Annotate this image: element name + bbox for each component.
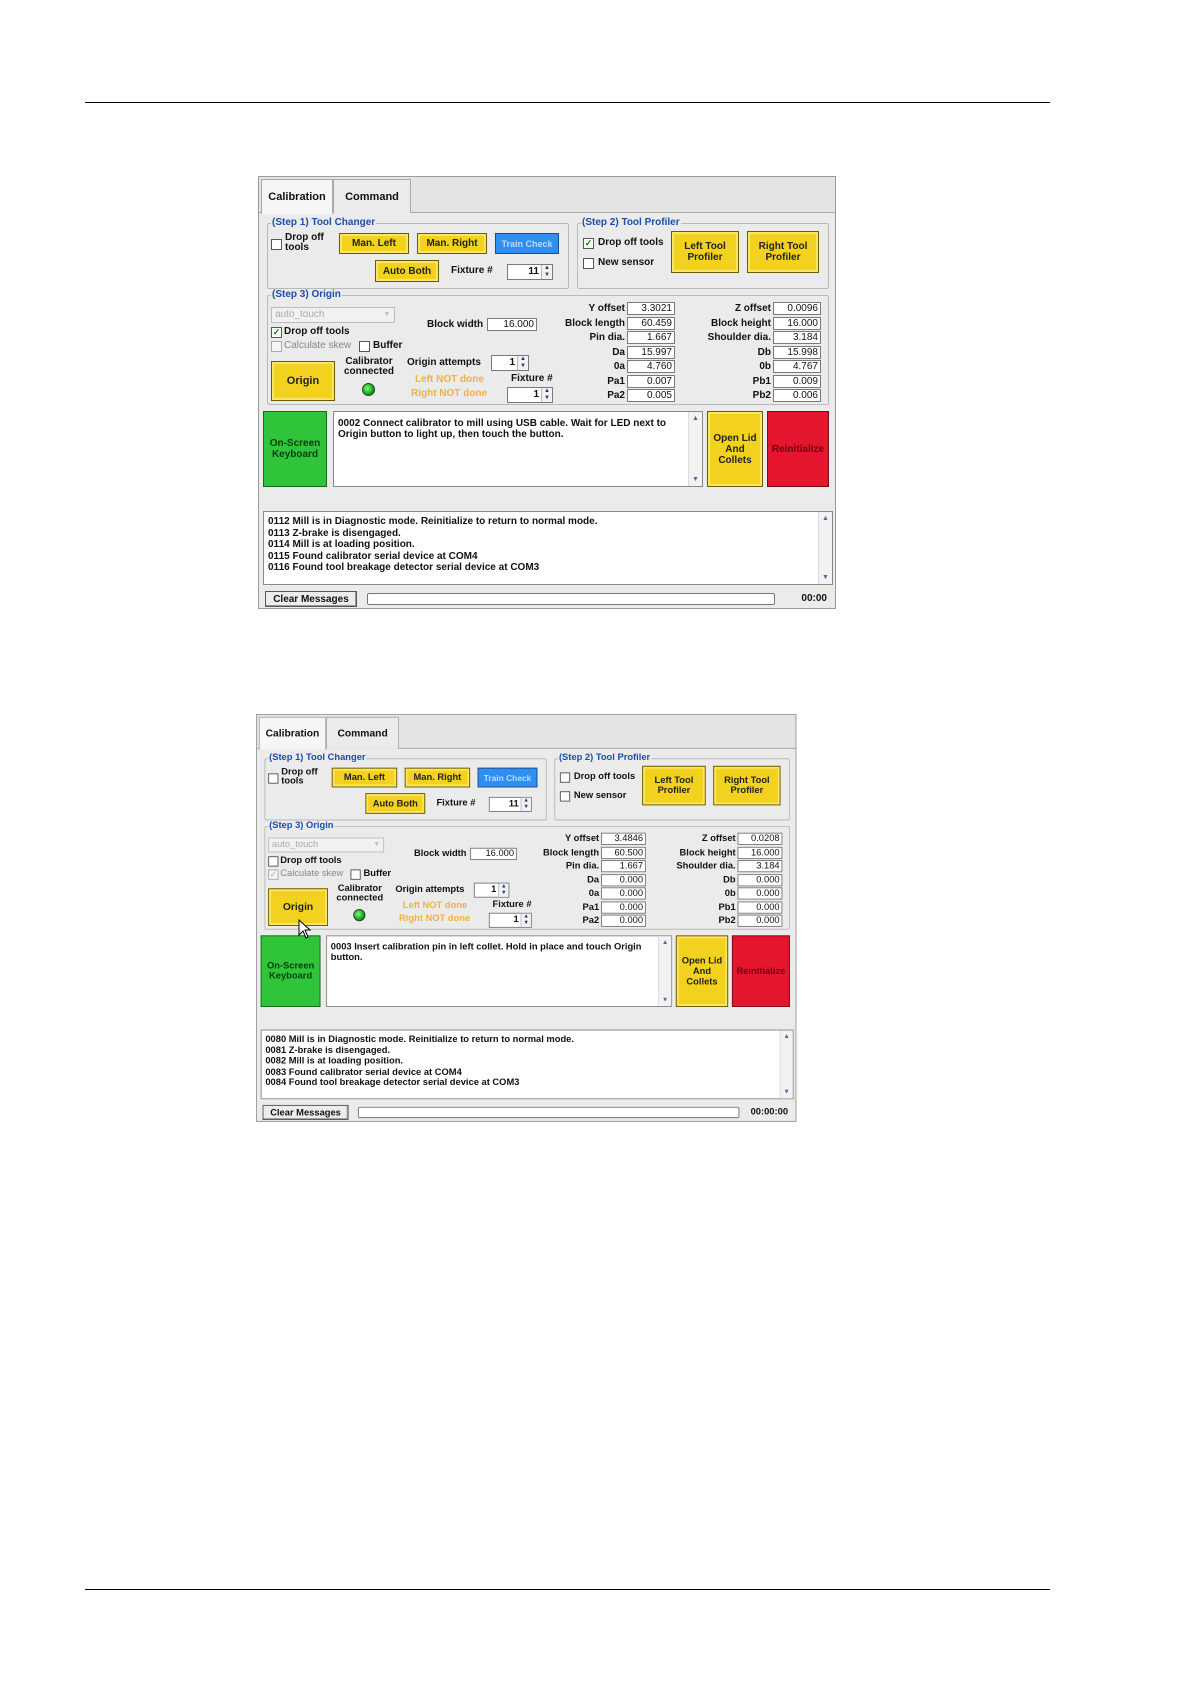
values-left-column <box>537 834 647 928</box>
value-field[interactable]: 0.007 <box>627 375 675 388</box>
calculate-skew-label: Calculate skew <box>284 340 352 351</box>
value-label: Pa1 <box>582 901 600 913</box>
left-tool-profiler-button[interactable]: Left Tool Profiler <box>642 766 706 806</box>
train-check-button[interactable]: Train Check <box>478 768 538 788</box>
right-not-done-status: Right NOT done <box>411 388 488 399</box>
value-field[interactable]: 16.000 <box>738 846 783 858</box>
log-line: 0113 Z-brake is disengaged. <box>268 527 401 539</box>
log-line: 0083 Found calibrator serial device at COM4 <box>265 1066 462 1078</box>
value-label: Da <box>587 874 600 885</box>
step3-fixture-label: Fixture # <box>492 899 532 910</box>
spinner-arrows-icon[interactable]: ▲ ▼ <box>521 798 531 811</box>
log-line: 0112 Mill is in Diagnostic mode. Reinitialize to return to normal mode. <box>268 516 598 527</box>
value-field[interactable]: 0.000 <box>601 915 646 927</box>
value-field[interactable]: 0.000 <box>601 874 646 886</box>
elapsed-timer: 00:00:00 <box>750 1106 789 1118</box>
step1-drop-off-checkbox[interactable] <box>271 239 282 250</box>
step1-fixture-label: Fixture # <box>451 265 493 276</box>
step3-drop-off-checkbox[interactable] <box>268 856 278 866</box>
value-label: Z offset <box>701 833 736 844</box>
step1-drop-off-label: Drop off tools <box>281 766 318 787</box>
new-sensor-checkbox[interactable] <box>583 258 594 269</box>
spinner-arrows-icon[interactable]: ▲ ▼ <box>521 914 531 927</box>
value-field[interactable]: 1.667 <box>601 860 646 872</box>
instruction-box <box>326 935 672 1007</box>
step3-title: (Step 3) Origin <box>272 289 341 300</box>
chevron-down-icon: ▼ <box>373 841 380 848</box>
log-line: 0084 Found tool breakage detector serial device at COM3 <box>265 1077 520 1088</box>
origin-button[interactable]: Origin <box>268 888 328 926</box>
block-width-field[interactable]: 16.000 <box>470 848 517 860</box>
open-lid-and-collets-button[interactable]: Open Lid And Collets <box>707 411 763 487</box>
tab-bar <box>259 177 835 213</box>
page-footer-rule <box>85 1589 1050 1590</box>
buffer-checkbox[interactable] <box>359 341 370 352</box>
spinner-arrows-icon[interactable]: ▲ ▼ <box>541 388 552 402</box>
origin-mode-value: auto_touch <box>271 839 319 850</box>
right-tool-profiler-button[interactable]: Right Tool Profiler <box>713 766 780 806</box>
value-field[interactable]: 0.000 <box>738 915 783 927</box>
step3-fixture-label: Fixture # <box>511 373 553 384</box>
on-screen-keyboard-button[interactable]: On-Screen Keyboard <box>261 935 321 1007</box>
value-field[interactable]: 3.184 <box>773 331 821 344</box>
value-label: Pin dia. <box>589 332 625 343</box>
value-label: Pb1 <box>718 901 736 913</box>
value-field[interactable]: 0.0096 <box>773 302 821 315</box>
value-label: Da <box>612 346 625 358</box>
value-field[interactable]: 0.005 <box>627 389 675 402</box>
tab-calibration[interactable]: Calibration <box>259 717 326 750</box>
step3-title: (Step 3) Origin <box>269 820 334 831</box>
value-label: Db <box>723 874 736 885</box>
value-field[interactable]: 1.667 <box>627 331 675 344</box>
calibrator-connected-label: Calibrator connected <box>343 356 394 377</box>
tab-bar <box>257 715 796 749</box>
log-scrollbar[interactable] <box>818 512 832 584</box>
origin-attempts-value: 1 <box>509 357 515 368</box>
step1-title: (Step 1) Tool Changer <box>269 752 366 763</box>
block-width-label: Block width <box>414 848 467 860</box>
scroll-down-icon[interactable]: ▼ <box>661 996 669 1004</box>
calibration-window <box>256 714 796 1122</box>
step1-drop-off-checkbox[interactable] <box>268 773 278 783</box>
block-width-label: Block width <box>427 319 484 330</box>
value-label: Z offset <box>734 303 771 314</box>
value-label: Y offset <box>588 303 625 314</box>
progress-bar <box>367 593 775 605</box>
spinner-arrows-icon[interactable]: ▲ ▼ <box>541 265 552 279</box>
log-line: 0080 Mill is in Diagnostic mode. Reinitialize to return to normal mode. <box>265 1034 574 1045</box>
log-scrollbar[interactable] <box>780 1031 793 1099</box>
value-field[interactable]: 15.997 <box>627 346 675 359</box>
new-sensor-label: New sensor <box>573 790 627 801</box>
value-label: Pb2 <box>752 390 771 401</box>
value-label: Pa2 <box>607 390 625 401</box>
value-label: Block height <box>679 847 736 858</box>
step2-drop-off-label: Drop off tools <box>598 237 664 248</box>
man-right-button[interactable]: Man. Right <box>405 768 470 788</box>
calibrator-connected-label: Calibrator connected <box>336 883 384 904</box>
buffer-checkbox[interactable] <box>350 869 360 879</box>
value-label: Pa2 <box>582 915 600 926</box>
value-field[interactable]: 4.760 <box>627 360 675 373</box>
value-label: 0a <box>588 888 600 899</box>
instruction-text: 0002 Connect calibrator to mill using USB cable. Wait for LED next to Origin button to light up, then touch the button. <box>338 418 667 440</box>
step1-fixture-label: Fixture # <box>436 797 476 809</box>
value-label: Pb1 <box>752 375 771 387</box>
value-label: 0a <box>613 361 625 372</box>
value-label: Block height <box>710 317 771 329</box>
reinitialize-button[interactable]: Reinitialize <box>767 411 829 487</box>
value-label: Block length <box>543 847 600 858</box>
train-check-button[interactable]: Train Check <box>495 233 559 254</box>
origin-mode-select[interactable] <box>271 307 395 323</box>
right-not-done-status: Right NOT done <box>399 913 471 925</box>
step3-fixture-value: 1 <box>513 914 519 926</box>
tab-command[interactable]: Command <box>333 179 411 213</box>
origin-attempts-spinner[interactable] <box>491 355 529 371</box>
man-right-button[interactable]: Man. Right <box>417 233 487 254</box>
scroll-down-icon[interactable]: ▼ <box>783 1088 790 1096</box>
clear-messages-button[interactable]: Clear Messages <box>265 591 357 607</box>
step2-drop-off-checkbox[interactable]: ✓ <box>584 238 593 248</box>
value-label: 0b <box>724 888 736 899</box>
step1-fixture-value: 11 <box>508 798 519 810</box>
instruction-scrollbar[interactable] <box>658 936 671 1006</box>
value-field[interactable]: 60.500 <box>601 846 646 858</box>
step3-fixture-value: 1 <box>533 389 539 400</box>
scroll-up-icon[interactable]: ▲ <box>783 1033 790 1040</box>
left-not-done-status: Left NOT done <box>402 900 468 911</box>
man-left-button[interactable]: Man. Left <box>332 768 397 788</box>
origin-attempts-value: 1 <box>491 884 497 895</box>
value-label: Pa1 <box>607 375 625 387</box>
calibrator-led-icon <box>353 909 365 921</box>
origin-mode-value: auto_touch <box>275 309 325 320</box>
step1-fixture-spinner[interactable] <box>507 264 553 280</box>
origin-attempts-spinner[interactable] <box>474 883 510 898</box>
origin-mode-select[interactable] <box>268 837 384 852</box>
origin-button[interactable]: Origin <box>271 361 335 401</box>
calculate-skew-label: Calculate skew <box>280 868 344 879</box>
step1-drop-off-label: Drop off tools <box>285 232 324 253</box>
message-log <box>261 1030 794 1100</box>
value-field[interactable]: 0.000 <box>601 887 646 899</box>
step3-fixture-spinner[interactable] <box>507 387 553 403</box>
value-label: Shoulder dia. <box>707 332 771 343</box>
step2-drop-off-checkbox[interactable] <box>560 772 570 782</box>
instruction-box <box>333 411 703 487</box>
chevron-down-icon: ▼ <box>383 311 391 318</box>
left-not-done-status: Left NOT done <box>415 374 484 385</box>
values-right-column <box>687 303 823 403</box>
clear-messages-button[interactable]: Clear Messages <box>263 1105 349 1120</box>
value-field[interactable]: 3.184 <box>738 860 783 872</box>
value-field[interactable]: 0.0208 <box>738 833 783 845</box>
origin-attempts-label: Origin attempts <box>407 357 481 368</box>
auto-both-button[interactable]: Auto Both <box>365 793 425 814</box>
instruction-text: 0003 Insert calibration pin in left collet. Hold in place and touch Origin button. <box>330 941 642 963</box>
log-line: 0082 Mill is at loading position. <box>265 1055 404 1067</box>
value-label: Y offset <box>565 833 600 844</box>
open-lid-and-collets-button[interactable]: Open Lid And Collets <box>676 935 728 1007</box>
man-left-button[interactable]: Man. Left <box>339 233 409 254</box>
value-field[interactable]: 15.998 <box>773 346 821 359</box>
step3-drop-off-label: Drop off tools <box>280 855 342 866</box>
value-field[interactable]: 4.767 <box>773 360 821 373</box>
right-tool-profiler-button[interactable]: Right Tool Profiler <box>747 231 819 273</box>
calibrator-led-icon <box>362 383 375 396</box>
step3-drop-off-label: Drop off tools <box>284 326 350 337</box>
step3-fixture-spinner[interactable] <box>489 913 532 928</box>
log-line: 0081 Z-brake is disengaged. <box>265 1045 391 1056</box>
calculate-skew-checkbox[interactable]: ✓ <box>269 869 277 879</box>
value-field[interactable]: 3.3021 <box>627 302 675 315</box>
value-field[interactable]: 0.000 <box>601 901 646 913</box>
scroll-up-icon[interactable]: ▲ <box>692 415 699 422</box>
step2-title: (Step 2) Tool Profiler <box>558 752 651 763</box>
log-line: 0116 Found tool breakage detector serial device at COM3 <box>268 562 540 573</box>
value-field[interactable]: 0.006 <box>773 389 821 402</box>
origin-attempts-label: Origin attempts <box>395 884 465 895</box>
step3-drop-off-checkbox[interactable]: ✓ <box>272 327 281 337</box>
calibration-window <box>258 176 836 609</box>
block-width-field[interactable]: 16.000 <box>487 318 537 331</box>
scroll-up-icon[interactable]: ▲ <box>822 515 829 522</box>
step1-fixture-value: 11 <box>528 266 539 277</box>
value-label: Pb2 <box>718 915 736 926</box>
auto-both-button[interactable]: Auto Both <box>375 260 439 282</box>
value-field[interactable]: 60.459 <box>627 317 675 330</box>
log-line: 0115 Found calibrator serial device at COM4 <box>268 550 478 562</box>
values-right-column <box>657 834 784 928</box>
value-label: Shoulder dia. <box>676 860 736 872</box>
buffer-label: Buffer <box>363 868 392 879</box>
scroll-down-icon[interactable]: ▼ <box>692 476 699 483</box>
value-field[interactable]: 16.000 <box>773 317 821 330</box>
value-field[interactable]: 0.000 <box>738 901 783 913</box>
elapsed-timer: 00:00 <box>801 593 827 604</box>
spinner-arrows-icon[interactable]: ▲ ▼ <box>498 884 508 897</box>
value-field[interactable]: 3.4846 <box>601 833 646 845</box>
value-field[interactable]: 0.000 <box>738 874 783 886</box>
instruction-scrollbar[interactable] <box>688 412 702 486</box>
new-sensor-label: New sensor <box>598 257 655 268</box>
value-label: Pin dia. <box>565 860 600 872</box>
value-label: 0b <box>759 361 771 372</box>
value-label: Block length <box>564 317 625 329</box>
value-label: Db <box>757 346 771 358</box>
log-line: 0114 Mill is at loading position. <box>268 539 415 550</box>
value-field[interactable]: 0.009 <box>773 375 821 388</box>
scroll-down-icon[interactable]: ▼ <box>822 574 829 581</box>
step2-drop-off-label: Drop off tools <box>573 771 636 782</box>
left-tool-profiler-button[interactable]: Left Tool Profiler <box>671 231 739 273</box>
progress-bar <box>358 1107 739 1118</box>
tab-calibration[interactable]: Calibration <box>261 179 333 214</box>
on-screen-keyboard-button[interactable]: On-Screen Keyboard <box>263 411 327 487</box>
step2-title: (Step 2) Tool Profiler <box>582 217 680 228</box>
page-header-rule <box>85 102 1050 103</box>
buffer-label: Buffer <box>373 340 403 351</box>
step1-fixture-spinner[interactable] <box>489 797 532 812</box>
new-sensor-checkbox[interactable] <box>560 791 570 801</box>
mouse-cursor-icon <box>298 919 312 939</box>
value-field[interactable]: 0.000 <box>738 887 783 899</box>
calculate-skew-checkbox[interactable] <box>271 341 282 352</box>
scroll-up-icon[interactable]: ▲ <box>661 939 669 946</box>
tab-command[interactable]: Command <box>326 717 399 749</box>
spinner-arrows-icon[interactable]: ▲ ▼ <box>517 356 528 370</box>
reinitialize-button[interactable]: Reinitialize <box>732 935 790 1007</box>
message-log <box>263 511 833 585</box>
values-left-column <box>559 303 677 403</box>
step1-title: (Step 1) Tool Changer <box>272 217 376 228</box>
